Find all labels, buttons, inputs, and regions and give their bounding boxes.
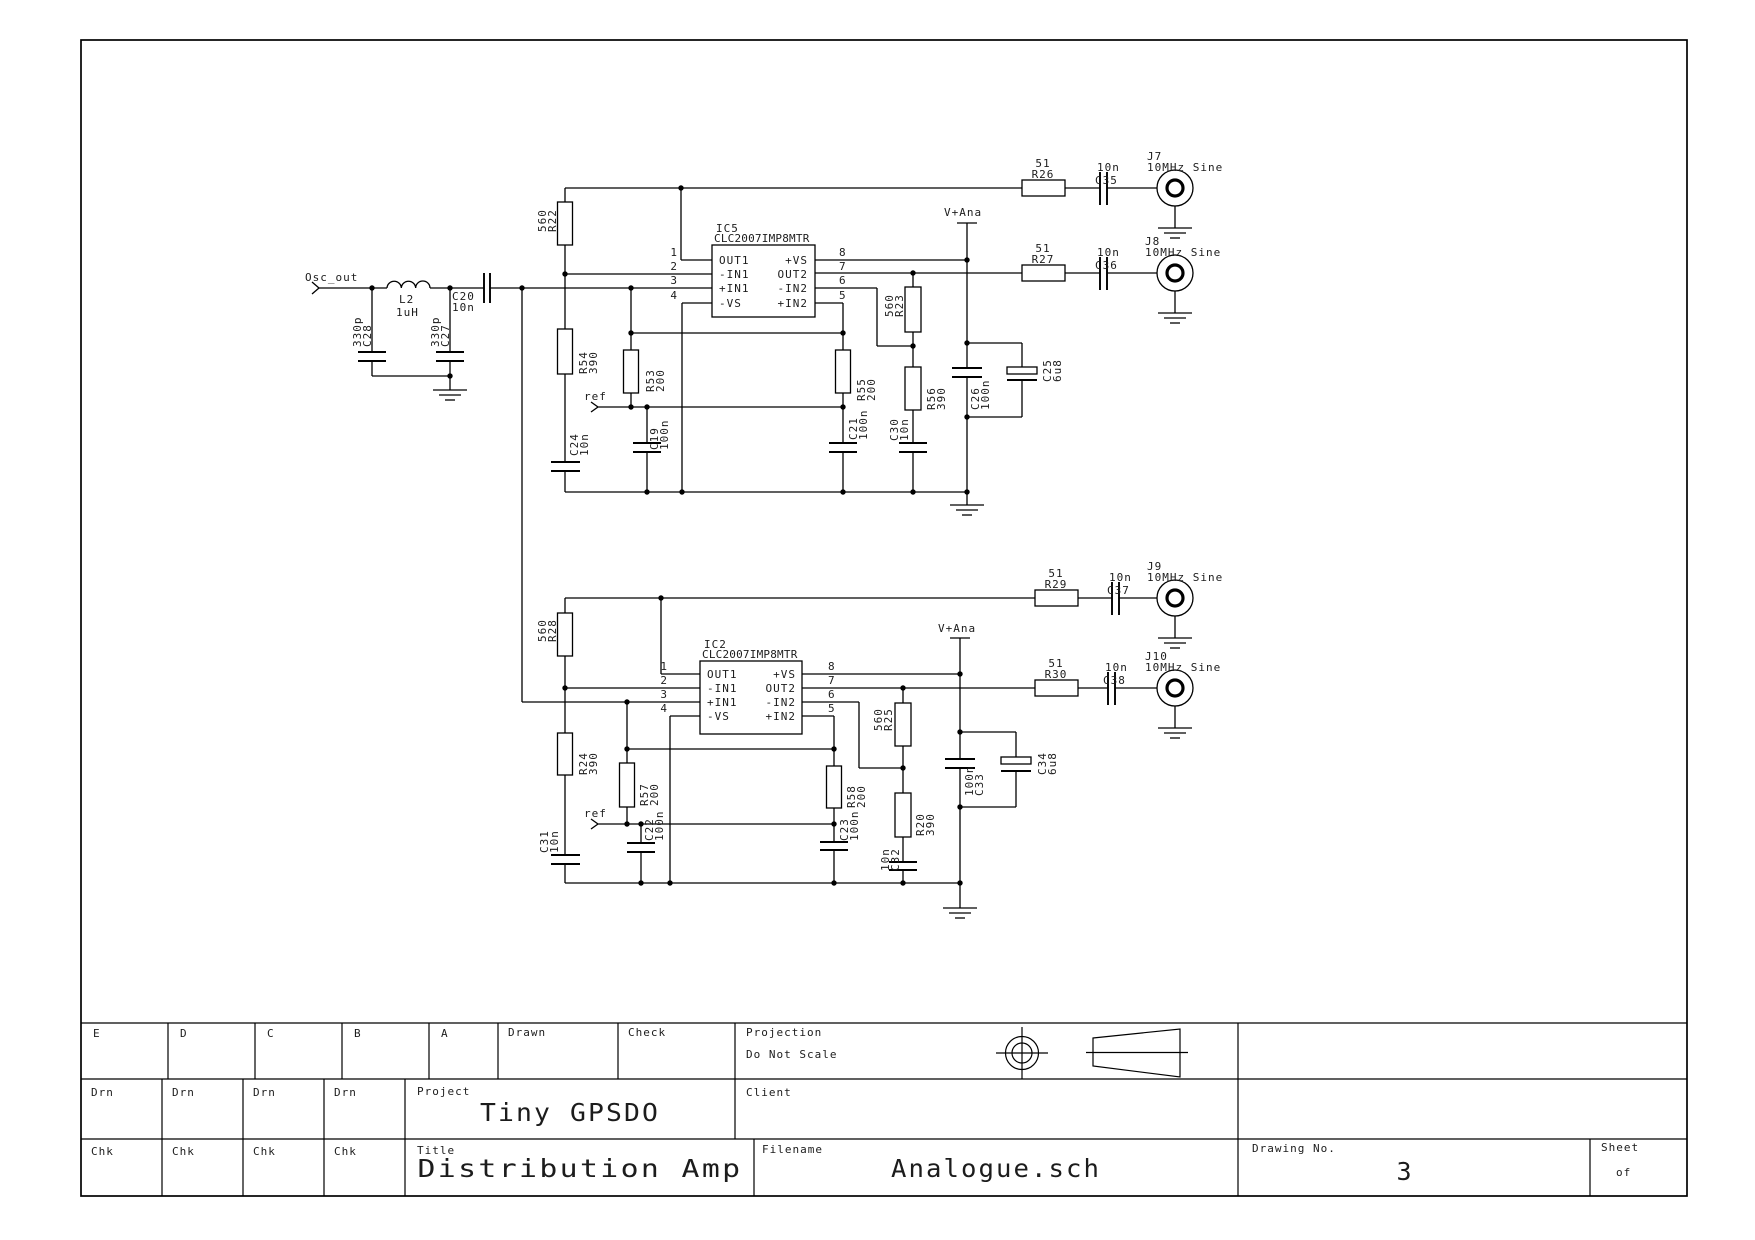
revision-cell: A xyxy=(441,1027,449,1040)
label-c24-value: 10n xyxy=(578,433,591,456)
label-c27-value: 330p xyxy=(429,316,442,347)
label-r29-ref: R29 xyxy=(1044,578,1068,591)
label-r27-ref: R27 xyxy=(1031,253,1055,266)
ground-icon xyxy=(1158,313,1192,323)
resistor-r53 xyxy=(624,350,639,393)
label-c24-ref: C24 xyxy=(568,433,581,456)
ic5-pin-label: +IN2 xyxy=(777,297,808,310)
ic5-pin-label: -IN2 xyxy=(777,282,808,295)
chk-label: Chk xyxy=(91,1145,114,1158)
connector-j8-icon xyxy=(1157,255,1193,291)
ic5-pin-label: OUT1 xyxy=(719,254,750,267)
label-c19-value: 100n xyxy=(658,419,671,450)
grounds-connectors-lower xyxy=(943,580,1193,918)
label-c22-ref: C22 xyxy=(643,818,656,841)
label-r58-ref: R58 xyxy=(845,785,858,808)
component-bodies-lower xyxy=(558,590,1079,837)
label-j8-ref: J8 xyxy=(1145,235,1161,248)
label-c33-ref: C33 xyxy=(973,773,986,796)
resistor-r29 xyxy=(1035,590,1078,606)
title-block-grid xyxy=(81,1023,1687,1196)
drn-label: Drn xyxy=(253,1086,276,1099)
label-r28-value: 560 xyxy=(536,619,549,642)
chk-label: Chk xyxy=(172,1145,195,1158)
label-c36-ref: C36 xyxy=(1095,259,1118,272)
drawing-no-label: Drawing No. xyxy=(1252,1142,1336,1155)
ic2-pin-number: 3 xyxy=(660,688,668,701)
label-c22-value: 100n xyxy=(653,810,666,841)
wires-lower-amp xyxy=(565,598,1175,908)
label-r24-value: 390 xyxy=(587,752,600,775)
label-c38-value: 10n xyxy=(1105,661,1128,674)
resistor-r24 xyxy=(558,733,573,775)
label-c32-value: 10n xyxy=(879,848,892,871)
label-r30-ref: R30 xyxy=(1044,668,1068,681)
label-r56-ref: R56 xyxy=(925,387,938,410)
label-r22-ref: R22 xyxy=(546,209,559,232)
ground-icon xyxy=(1158,728,1192,738)
ic5-pin-number: 3 xyxy=(670,274,678,287)
ic5-pin-number: 4 xyxy=(670,289,678,302)
label-c36-value: 10n xyxy=(1097,246,1120,259)
label-c31-ref: C31 xyxy=(538,830,551,853)
check-label: Check xyxy=(628,1026,667,1039)
sheet-label: Sheet xyxy=(1601,1141,1640,1154)
ic2-pin-label: OUT2 xyxy=(765,682,796,695)
ic2-pin-label: -IN1 xyxy=(707,682,738,695)
resistor-r23 xyxy=(905,287,921,332)
label-c37-value: 10n xyxy=(1109,571,1132,584)
drawn-label: Drawn xyxy=(508,1026,547,1039)
label-r58-value: 200 xyxy=(855,785,868,808)
projection-label: Projection xyxy=(746,1026,823,1039)
label-r55-ref: R55 xyxy=(855,378,868,401)
label-l2-ref: L2 xyxy=(399,293,415,306)
label-r26-value: 51 xyxy=(1035,157,1051,170)
resistor-r28 xyxy=(558,613,573,656)
label-r54-ref: R54 xyxy=(577,351,590,374)
drn-label: Drn xyxy=(172,1086,195,1099)
label-r28-ref: R28 xyxy=(546,619,559,642)
label-c25-ref: C25 xyxy=(1041,359,1054,382)
connector-j7-icon xyxy=(1157,170,1193,206)
ic2-pin-number: 6 xyxy=(828,688,836,701)
label-j7-ref: J7 xyxy=(1147,150,1163,163)
ic5-pin-number: 1 xyxy=(670,246,678,259)
client-label: Client xyxy=(746,1086,792,1099)
capacitor-plates-upper xyxy=(358,172,1107,471)
net-osc-out-label: Osc_out xyxy=(305,271,359,284)
label-c34-value: 6u8 xyxy=(1046,752,1059,775)
chk-label: Chk xyxy=(334,1145,357,1158)
ic2-pin-number: 8 xyxy=(828,660,836,673)
ic2-pin-number: 4 xyxy=(660,702,668,715)
ic5-pin-number: 8 xyxy=(839,246,847,259)
projection-symbol xyxy=(996,1027,1188,1079)
ic2-pin-number: 7 xyxy=(828,674,836,687)
capacitor-c25-polar-plate xyxy=(1007,367,1037,374)
label-c35-value: 10n xyxy=(1097,161,1120,174)
ic2-pin-label: -VS xyxy=(707,710,730,723)
label-c25-value: 6u8 xyxy=(1051,359,1064,382)
label-j7-desc: 10MHz Sine xyxy=(1147,161,1224,174)
project-label: Project xyxy=(417,1085,471,1098)
label-c28-ref: C28 xyxy=(361,324,374,347)
ic2-pin-number: 5 xyxy=(828,702,836,715)
label-c32-ref: C32 xyxy=(889,848,902,871)
label-c37-ref: C37 xyxy=(1107,584,1130,597)
label-r57-value: 200 xyxy=(648,783,661,806)
revision-cell: D xyxy=(180,1027,188,1040)
ic5-pin-number: 6 xyxy=(839,274,847,287)
label-r55-value: 200 xyxy=(865,378,878,401)
ic5-pin-label: -VS xyxy=(719,297,742,310)
connector-j9-icon xyxy=(1157,580,1193,616)
revision-cell: C xyxy=(267,1027,275,1040)
net-ref-label: ref xyxy=(584,390,607,403)
label-c30-value: 10n xyxy=(898,418,911,441)
label-c35-ref: C35 xyxy=(1095,174,1118,187)
ic5-pin-label: OUT2 xyxy=(777,268,808,281)
label-r23-value: 560 xyxy=(883,294,896,317)
do-not-scale-label: Do Not Scale xyxy=(746,1048,838,1061)
label-c27-ref: C27 xyxy=(439,324,452,347)
drawing-no-value: 3 xyxy=(1396,1157,1414,1186)
label-c21-ref: C21 xyxy=(847,417,860,440)
ic5-pin-label: -IN1 xyxy=(719,268,750,281)
label-r54-value: 390 xyxy=(587,351,600,374)
label-c20-value: 10n xyxy=(452,301,475,314)
label-j10-ref: J10 xyxy=(1145,650,1168,663)
resistor-r30 xyxy=(1035,680,1078,696)
label-r27-value: 51 xyxy=(1035,242,1051,255)
ground-icon xyxy=(433,390,467,400)
label-c33-value: 100n xyxy=(963,765,976,796)
label-r25-value: 560 xyxy=(872,708,885,731)
ic2-pin-label: +IN1 xyxy=(707,696,738,709)
label-r24-ref: R24 xyxy=(577,752,590,775)
label-j8-desc: 10MHz Sine xyxy=(1145,246,1222,259)
label-j10-desc: 10MHz Sine xyxy=(1145,661,1222,674)
ground-icon xyxy=(950,505,984,515)
title-label: Title xyxy=(417,1144,456,1157)
net-ref-label: ref xyxy=(584,807,607,820)
revision-cell: E xyxy=(93,1027,101,1040)
ic5-pin-number: 5 xyxy=(839,289,847,302)
label-l2-value: 1uH xyxy=(396,306,419,319)
resistor-r20 xyxy=(895,793,911,837)
sheet-title: Distribution Amp xyxy=(417,1154,743,1183)
label-r53-ref: R53 xyxy=(644,369,657,392)
ic5-part-label: CLC2007IMP8MTR xyxy=(714,232,810,245)
label-c21-value: 100n xyxy=(857,409,870,440)
drn-label: Drn xyxy=(334,1086,357,1099)
label-c26-ref: C26 xyxy=(969,387,982,410)
label-c34-ref: C34 xyxy=(1036,752,1049,775)
label-r30-value: 51 xyxy=(1048,657,1064,670)
resistor-r27 xyxy=(1022,265,1065,281)
net-vana-label: V+Ana xyxy=(938,622,977,635)
ic2-pin-label: -IN2 xyxy=(765,696,796,709)
ic2-pin-number: 1 xyxy=(660,660,668,673)
connector-j10-icon xyxy=(1157,670,1193,706)
label-c23-ref: C23 xyxy=(838,818,851,841)
label-r56-value: 390 xyxy=(935,387,948,410)
resistor-r55 xyxy=(836,350,851,393)
chk-label: Chk xyxy=(253,1145,276,1158)
ic2-pin-number: 2 xyxy=(660,674,668,687)
ground-icon xyxy=(943,908,977,918)
label-r23-ref: R23 xyxy=(893,294,906,317)
label-r57-ref: R57 xyxy=(638,783,651,806)
ic5-pin-number: 7 xyxy=(839,260,847,273)
label-j9-desc: 10MHz Sine xyxy=(1147,571,1224,584)
ic5-pin-label: +IN1 xyxy=(719,282,750,295)
ground-icon xyxy=(1158,638,1192,648)
filename-value: Analogue.sch xyxy=(891,1154,1101,1183)
resistor-r57 xyxy=(620,763,635,807)
label-c19-ref: C19 xyxy=(648,427,661,450)
capacitor-plates-lower xyxy=(551,582,1119,870)
project-name: Tiny GPSDO xyxy=(480,1098,660,1127)
label-r53-value: 200 xyxy=(654,369,667,392)
ic5-ref-label: IC5 xyxy=(716,222,739,235)
label-r26-ref: R26 xyxy=(1031,168,1055,181)
ground-icon xyxy=(1158,228,1192,238)
ic2-pin-label: +IN2 xyxy=(765,710,796,723)
label-c23-value: 100n xyxy=(848,810,861,841)
resistor-r25 xyxy=(895,703,911,746)
label-c31-value: 10n xyxy=(548,830,561,853)
label-c38-ref: C38 xyxy=(1103,674,1126,687)
label-c30-ref: C30 xyxy=(888,418,901,441)
resistor-r56 xyxy=(905,367,921,410)
resistor-r58 xyxy=(827,766,842,808)
ic5-pin-number: 2 xyxy=(670,260,678,273)
component-bodies-upper xyxy=(558,180,1066,410)
label-j9-ref: J9 xyxy=(1147,560,1163,573)
resistor-r26 xyxy=(1022,180,1065,196)
label-c20-ref: C20 xyxy=(452,290,475,303)
label-r20-value: 390 xyxy=(924,813,937,836)
ic2-pin-label: +VS xyxy=(773,668,796,681)
ic2-ref-label: IC2 xyxy=(704,638,727,651)
label-c28-value: 330p xyxy=(351,316,364,347)
resistor-r54 xyxy=(558,329,573,374)
label-c26-value: 100n xyxy=(979,379,992,410)
ic5-pin-label: +VS xyxy=(785,254,808,267)
label-r20-ref: R20 xyxy=(914,813,927,836)
net-vana-label: V+Ana xyxy=(944,206,983,219)
label-r22-value: 560 xyxy=(536,209,549,232)
filename-label: Filename xyxy=(762,1143,823,1156)
resistor-r22 xyxy=(558,202,573,245)
drn-label: Drn xyxy=(91,1086,114,1099)
sheet-of-label: of xyxy=(1616,1166,1632,1179)
capacitor-c34-polar-plate xyxy=(1001,757,1031,764)
ic2-pin-label: OUT1 xyxy=(707,668,738,681)
ic2-part-label: CLC2007IMP8MTR xyxy=(702,648,798,661)
label-r29-value: 51 xyxy=(1048,567,1064,580)
label-r25-ref: R25 xyxy=(882,708,895,731)
revision-cell: B xyxy=(354,1027,362,1040)
